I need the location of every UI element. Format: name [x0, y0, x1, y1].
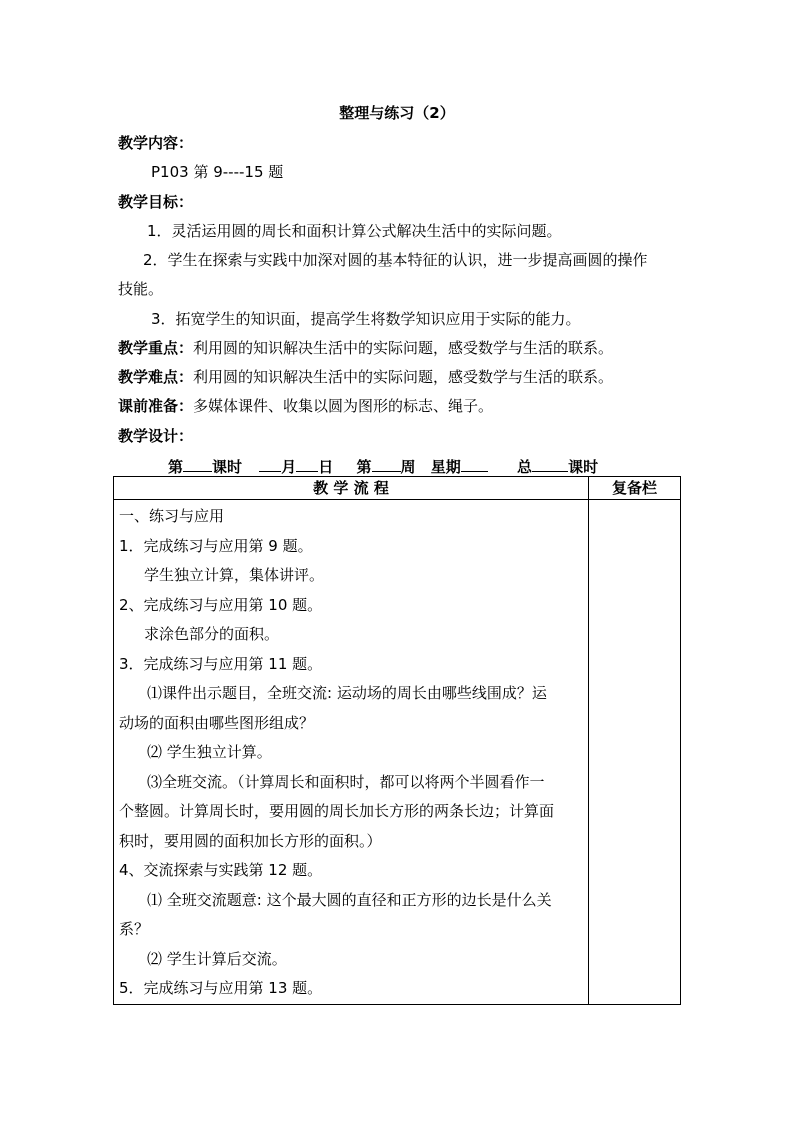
- goal-item-1: 1．灵活运用圆的周长和面积计算公式解决生活中的实际问题。: [147, 222, 562, 240]
- flow-line: ⑵ 学生独立计算。: [147, 743, 272, 761]
- blank-week: [372, 456, 401, 472]
- schedule-line: [168, 456, 598, 477]
- flow-line: ⑴ 全班交流题意: 这个最大圆的直径和正方形的边长是什么关: [147, 890, 552, 909]
- schedule-text: 课时: [568, 458, 599, 476]
- schedule-text: 星期: [430, 458, 461, 476]
- schedule-text: 课时: [212, 458, 243, 476]
- flow-line: 4、交流探索与实践第 12 题。: [119, 861, 323, 879]
- difficulties-value: 利用圆的知识解决生活中的实际问题，感受数学与生活的联系。: [193, 368, 614, 386]
- header-review-column: 复备栏: [589, 477, 681, 500]
- schedule-text: 总: [517, 458, 533, 476]
- flow-line: 求涂色部分的面积。: [144, 625, 280, 643]
- flow-line: ⑴课件出示题目，全班交流: 运动场的周长由哪些线围成？运: [147, 684, 547, 702]
- goal-item-2: 2．学生在探索与实践中加深对圆的基本特征的认识，进一步提高画圆的操作: [143, 251, 648, 269]
- flow-line: 1．完成练习与应用第 9 题。: [119, 536, 313, 555]
- flow-line: 一、练习与应用: [119, 507, 225, 525]
- difficulties-row: [118, 367, 613, 387]
- difficulties-label: 教学难点：: [118, 368, 194, 386]
- blank-total: [532, 456, 568, 472]
- blank-day: [296, 456, 318, 472]
- preparation-value: 多媒体课件、收集以圆为图形的标志、绳子。: [193, 397, 494, 415]
- review-notes-cell[interactable]: [589, 500, 681, 1005]
- goals-label: 教学目标：: [118, 193, 194, 211]
- goal-item-2-cont: 技能。: [118, 280, 164, 298]
- key-points-value: 利用圆的知识解决生活中的实际问题，感受数学与生活的联系。: [193, 339, 614, 357]
- schedule-text: 第: [168, 458, 184, 476]
- page-title: 整理与练习（2）: [339, 104, 455, 122]
- flow-line: 系？: [119, 920, 150, 938]
- blank-lesson: [183, 456, 212, 472]
- key-points-row: [118, 338, 613, 358]
- schedule-text: 日: [318, 458, 334, 476]
- flow-line: 2、完成练习与应用第 10 题。: [119, 595, 323, 614]
- content-label: 教学内容：: [118, 134, 194, 152]
- teaching-flow-table: [113, 476, 681, 1005]
- key-points-label: 教学重点：: [118, 339, 194, 357]
- content-value: P103 第 9----15 题: [151, 163, 284, 181]
- table-body-row: [114, 500, 681, 1005]
- preparation-label: 课前准备：: [118, 397, 194, 415]
- table-header-row: [114, 477, 681, 500]
- goal-item-3: 3．拓宽学生的知识面，提高学生将数学知识应用于实际的能力。: [151, 310, 581, 328]
- header-teaching-flow: 教 学 流 程: [114, 477, 589, 500]
- flow-line: ⑵ 学生计算后交流。: [147, 949, 287, 968]
- flow-line: 5．完成练习与应用第 13 题。: [119, 979, 323, 997]
- flow-line: 积时，要用圆的面积加长方形的面积。）: [119, 831, 382, 850]
- teaching-flow-cell: [114, 500, 589, 1005]
- schedule-text: 周: [400, 458, 416, 476]
- blank-month: [259, 456, 281, 472]
- flow-line: 学生独立计算，集体讲评。: [144, 566, 325, 584]
- flow-line: ⑶全班交流。（计算周长和面积时，都可以将两个半圆看作一: [147, 772, 545, 791]
- flow-line: 个整圆。计算周长时，要用圆的周长加长方形的两条长边；计算面: [119, 802, 555, 820]
- preparation-row: [118, 396, 493, 416]
- design-label: 教学设计：: [118, 427, 194, 445]
- blank-weekday: [461, 456, 488, 472]
- flow-line: 3．完成练习与应用第 11 题。: [119, 654, 323, 673]
- schedule-text: 第: [356, 458, 372, 476]
- flow-line: 动场的面积由哪些图形组成？: [119, 713, 315, 732]
- schedule-text: 月: [281, 458, 297, 476]
